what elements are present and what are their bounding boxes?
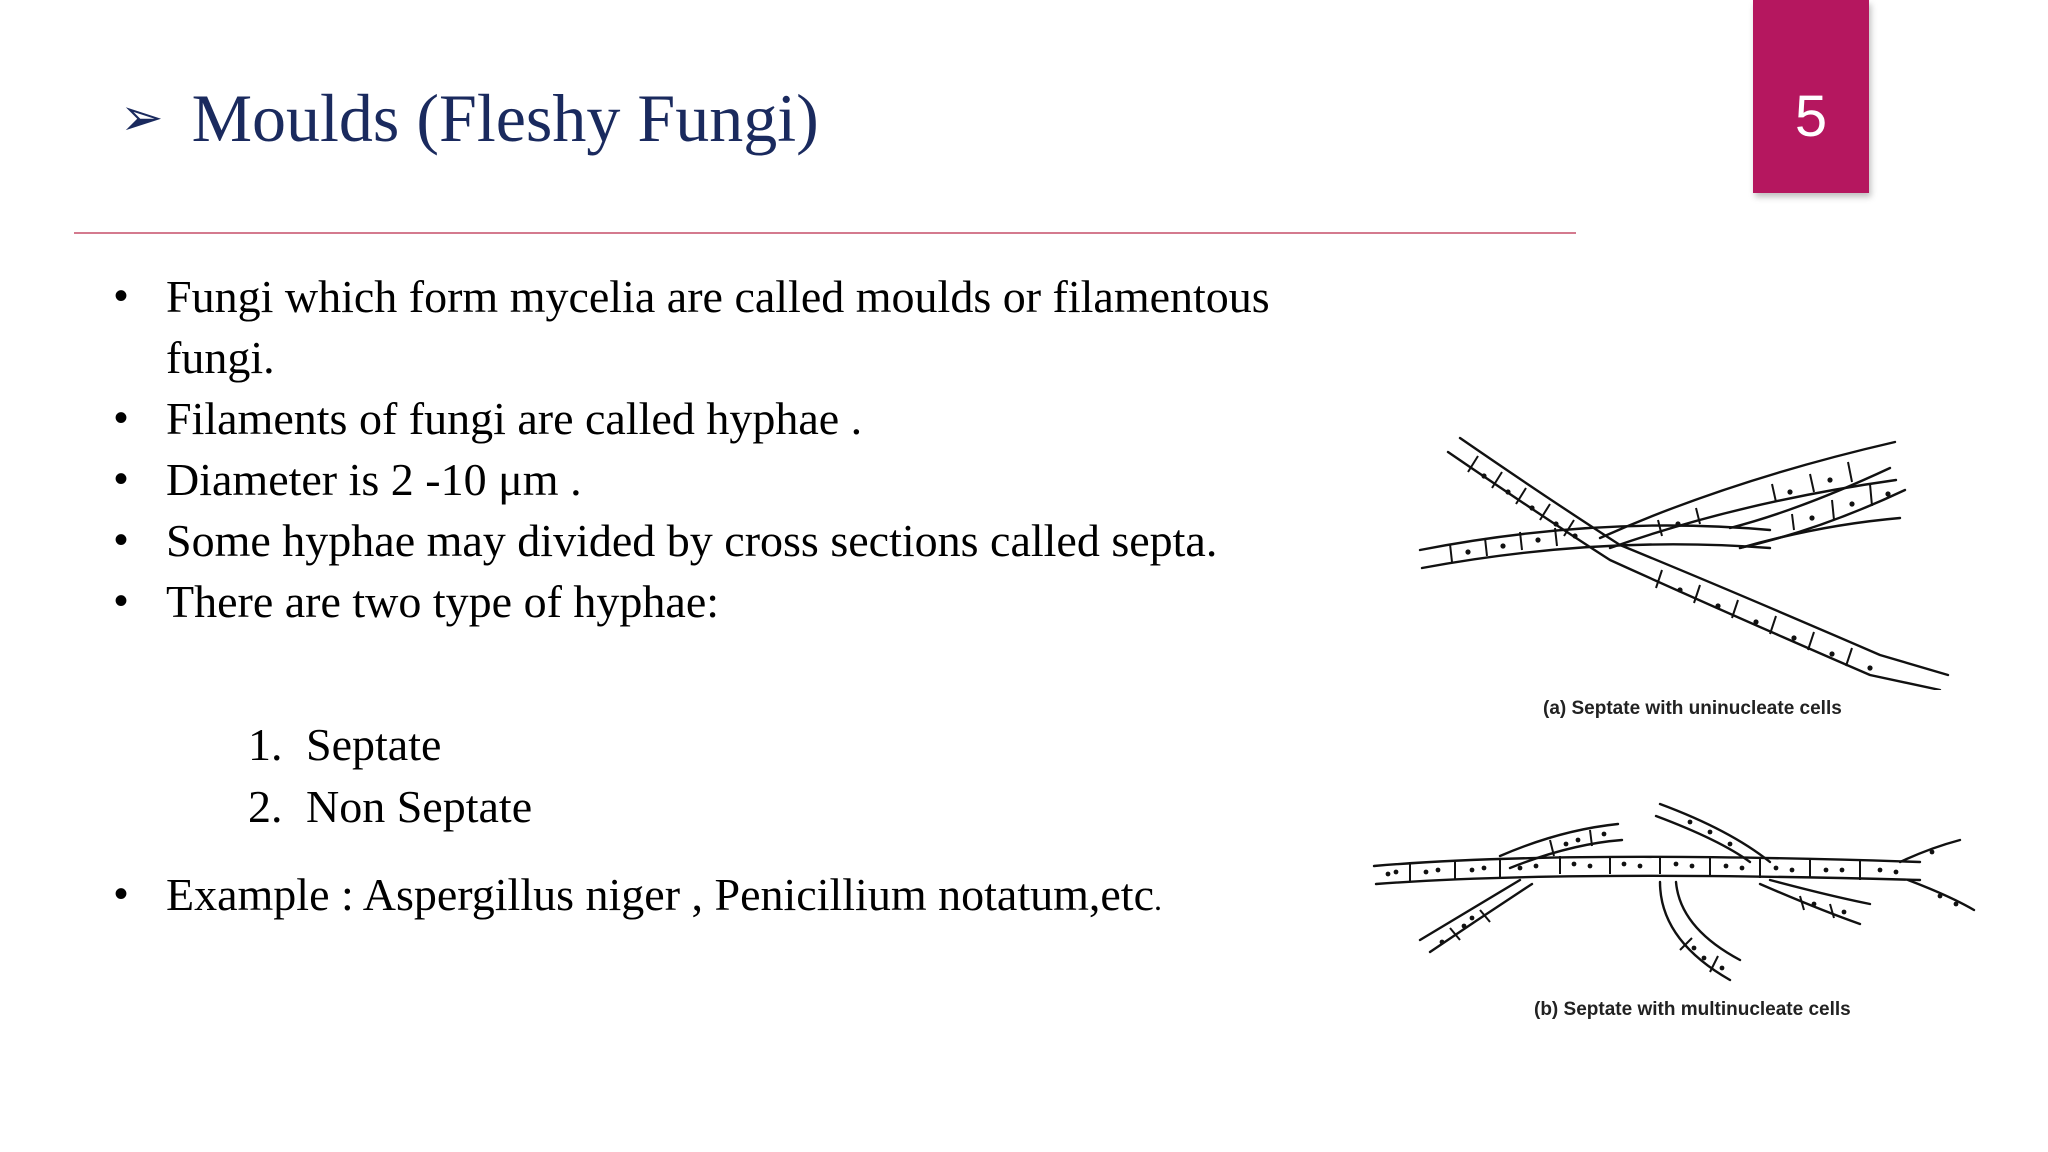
bullet-item: • Filaments of fungi are called hyphae .: [110, 388, 1330, 449]
hyphae-type-list: [248, 714, 532, 838]
figure-caption-b: (b) Septate with multinucleate cells: [1534, 999, 1851, 1020]
arrow-bullet-icon: ➢: [120, 88, 164, 148]
slide-number-badge: [1753, 0, 1869, 193]
hyphae-type-item: [248, 714, 532, 776]
slide-number: 5: [1794, 84, 1828, 149]
hyphae-type-label: Non Septate: [306, 781, 533, 832]
bullet-item: • There are two type of hyphae:: [110, 571, 1330, 632]
list-number: 2.: [248, 781, 283, 832]
slide-title-text: Moulds (Fleshy Fungi): [191, 80, 819, 156]
bullet-item: • Diameter is 2 -10 μm .: [110, 449, 1330, 510]
bullet-item: • Some hyphae may divided by cross sections called septa.: [110, 510, 1330, 571]
example-text: Example : Aspergillus niger , Penicillium notatum,etc: [166, 869, 1154, 920]
hyphae-type-label: Septate: [306, 719, 442, 770]
septate-uninucleate-hyphae-illustration: [1400, 420, 1990, 690]
title-divider: [74, 232, 1576, 234]
example-bullet: [110, 864, 1162, 930]
septate-multinucleate-hyphae-illustration: [1360, 800, 1980, 1000]
example-tail: .: [1154, 881, 1162, 917]
hyphae-type-item: [248, 776, 532, 838]
list-number: 1.: [248, 719, 283, 770]
bullet-item: • Fungi which form mycelia are called moulds or filamentous fungi.: [110, 266, 1330, 388]
bullet-list: [110, 266, 1330, 632]
slide-title: [120, 80, 819, 156]
figure-caption-a: (a) Septate with uninucleate cells: [1543, 698, 1842, 719]
